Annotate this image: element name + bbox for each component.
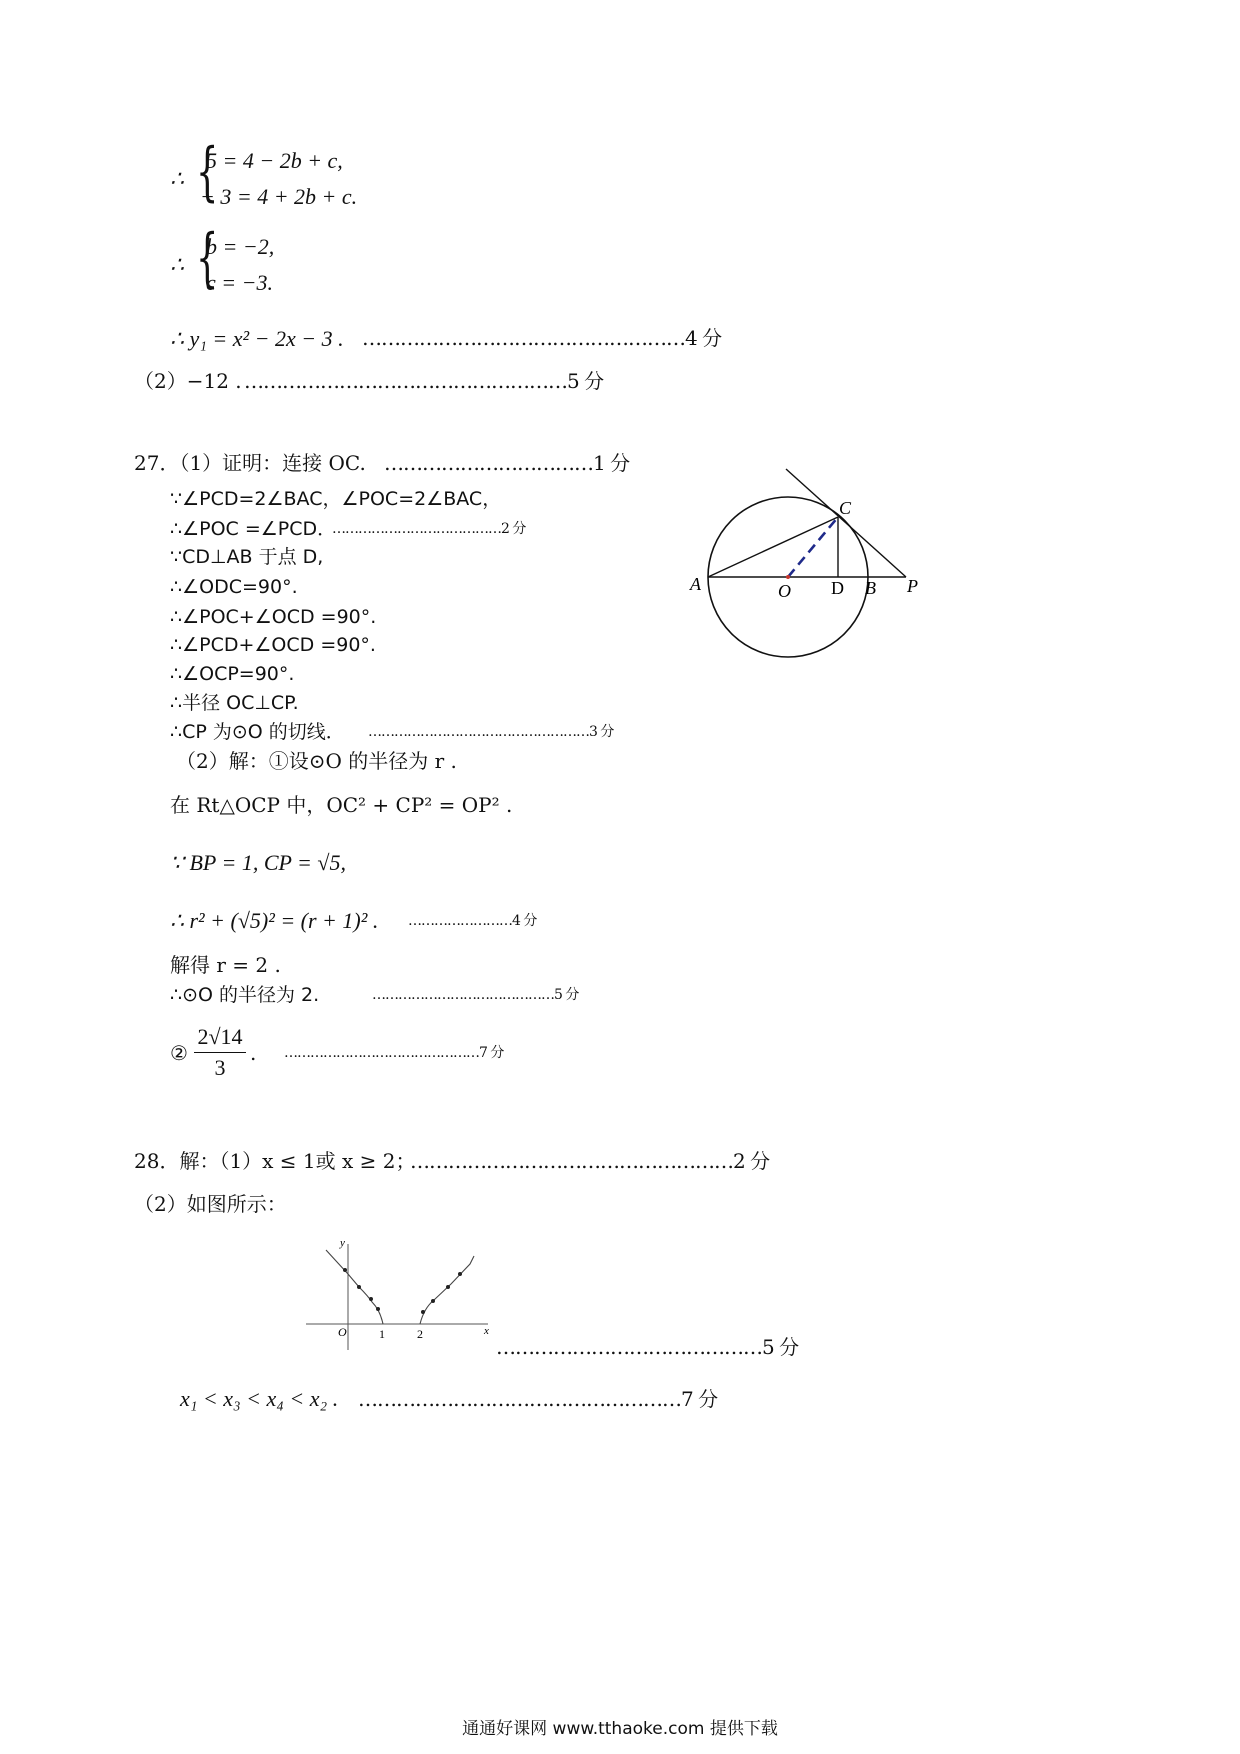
data-point <box>431 1299 435 1303</box>
curve-right <box>420 1256 474 1324</box>
function-expression: ∴ y₁ = x² − 2x − 3 . <box>170 326 344 351</box>
proof-line: ∵CD⊥AB 于点 D, <box>170 546 324 568</box>
chord-ac <box>708 517 838 577</box>
y-axis-label: y <box>340 1237 345 1249</box>
label-b: B <box>865 578 876 598</box>
radius-line: ∴⊙O 的半径为 2. <box>170 984 320 1006</box>
data-point <box>369 1297 373 1301</box>
data-point <box>343 1268 347 1272</box>
data-point <box>357 1285 361 1289</box>
score-line: ……………………………………………4 分 <box>362 326 722 350</box>
therefore-symbol: ∴ <box>170 166 184 191</box>
data-point <box>376 1307 380 1311</box>
score-line: ……………………………1 分 <box>384 451 630 475</box>
label-p: P <box>907 576 918 596</box>
tick-label-2: 2 <box>417 1327 423 1341</box>
score-line: ……………………………………………5 分 <box>244 369 604 393</box>
score-line: ……………………4 分 <box>408 913 537 929</box>
question-27-heading: 27．（1）证明：连接 OC. <box>134 451 366 475</box>
equation-1: 5 = 4 − 2b + c, <box>206 148 343 173</box>
answer-period: . <box>250 1041 257 1065</box>
proof-line: ∴∠POC =∠PCD． <box>170 518 337 540</box>
proof-line: ∴∠POC+∠OCD =90°. <box>170 606 377 628</box>
footer-source: 通通好课网 www.tthaoke.com 提供下载 <box>462 1719 778 1739</box>
label-c: C <box>839 498 852 518</box>
equation-c: c = −3. <box>206 270 273 295</box>
data-point <box>458 1272 462 1276</box>
equation-b: b = −2, <box>206 234 275 259</box>
function-graph <box>300 1234 500 1360</box>
fraction-denominator: 3 <box>214 1055 226 1080</box>
question-28-heading: 28．解：（1）x ≤ 1或 x ≥ 2； <box>134 1149 416 1173</box>
inequality-line: x₁ < x₃ < x₄ < x₂ . <box>180 1386 339 1411</box>
score-line: ……………………………………5 分 <box>372 987 579 1003</box>
tangent-line <box>786 469 906 577</box>
x-axis-label: x <box>484 1325 489 1337</box>
data-point <box>421 1310 425 1314</box>
score-line: …………………………………2 分 <box>332 521 526 537</box>
center-point <box>786 575 790 579</box>
therefore-symbol: ∴ <box>170 252 184 277</box>
left-brace: { <box>196 221 219 295</box>
answer-prefix: ② <box>170 1041 188 1065</box>
fraction-bar <box>194 1052 246 1053</box>
data-point <box>446 1285 450 1289</box>
curve-left <box>348 1274 383 1324</box>
fraction-numerator: 2√14 <box>197 1024 243 1049</box>
score-line: ……………………………………………7 分 <box>358 1387 718 1411</box>
score-line: ………………………………………7 分 <box>284 1045 504 1061</box>
part-2-answer: （2）−12 . <box>134 369 242 393</box>
score-line: ……………………………………………3 分 <box>368 724 614 740</box>
proof-line: ∴∠PCD+∠OCD =90°. <box>170 634 376 656</box>
radius-oc <box>788 517 838 577</box>
score-line: ……………………………………5 分 <box>496 1335 799 1359</box>
proof-line: ∴∠ODC=90°. <box>170 576 298 598</box>
answer-fraction <box>194 1024 246 1081</box>
label-o: O <box>778 581 791 601</box>
equation-line: ∴ r² + (√5)² = (r + 1)² . <box>170 908 379 933</box>
pythagoras-line: 在 Rt△OCP 中，OC² + CP² = OP² . <box>170 793 513 817</box>
given-line: ∵ BP = 1, CP = √5, <box>170 850 346 875</box>
proof-line: ∴CP 为⊙O 的切线． <box>170 721 345 743</box>
part-2-heading: （2）解：①设⊙O 的半径为 r . <box>176 749 457 773</box>
proof-line: ∴∠OCP=90°. <box>170 663 295 685</box>
label-d: D <box>831 578 844 598</box>
equation-2: − 3 = 4 + 2b + c. <box>200 184 358 209</box>
label-a: A <box>690 574 701 594</box>
proof-line: ∵∠PCD=2∠BAC，∠POC=2∠BAC， <box>170 488 502 510</box>
origin-label: O <box>338 1325 347 1339</box>
score-line: ……………………………………………2 分 <box>410 1149 770 1173</box>
part-2-heading: （2）如图所示： <box>134 1192 287 1216</box>
solution-line: 解得 r = 2 . <box>170 953 281 977</box>
left-brace: { <box>196 135 219 209</box>
tick-label-1: 1 <box>379 1327 385 1341</box>
proof-line: ∴半径 OC⊥CP. <box>170 692 299 714</box>
circle-tangent-figure <box>680 460 930 670</box>
